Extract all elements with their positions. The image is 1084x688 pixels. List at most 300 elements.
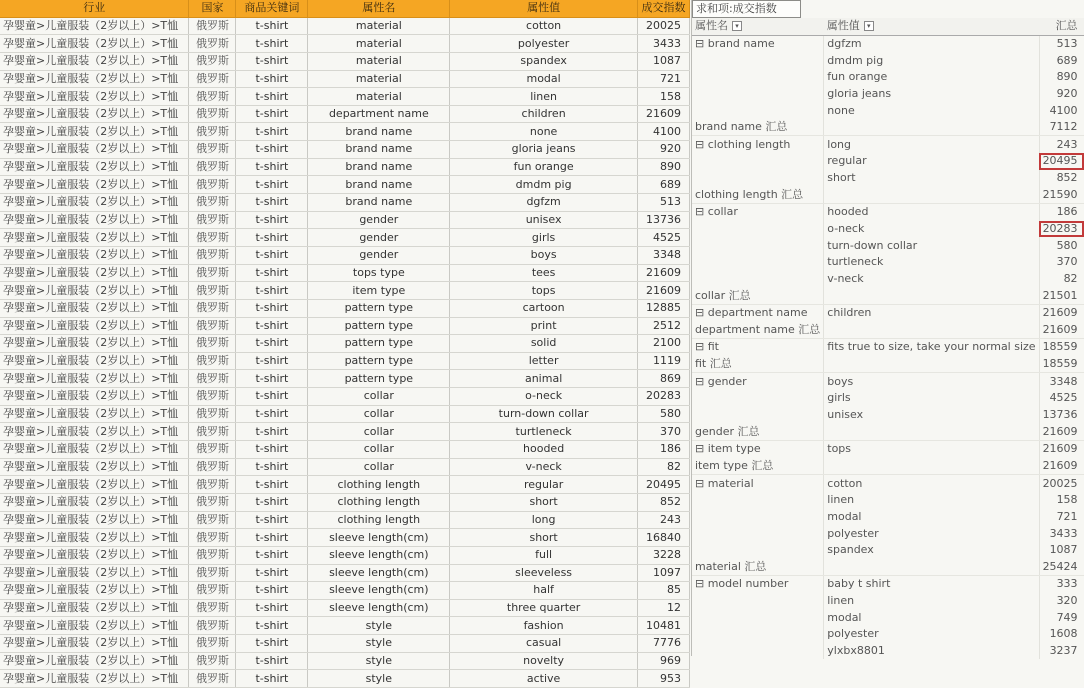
trade-index-cell[interactable]: 689 (637, 176, 689, 194)
industry-cell[interactable]: 孕婴童>儿童服装（2岁以上）>T恤 (0, 564, 189, 582)
country-cell[interactable]: 俄罗斯 (189, 599, 236, 617)
industry-cell[interactable]: 孕婴童>儿童服装（2岁以上）>T恤 (0, 405, 189, 423)
trade-index-cell[interactable]: 920 (637, 141, 689, 159)
attr-value-cell[interactable]: v-neck (450, 458, 638, 476)
attr-name-cell[interactable]: pattern type (308, 352, 450, 370)
pivot-attr-value-cell[interactable]: dgfzm (824, 35, 1039, 52)
industry-cell[interactable]: 孕婴童>儿童服装（2岁以上）>T恤 (0, 529, 189, 547)
trade-index-cell[interactable]: 12 (637, 599, 689, 617)
pivot-attr-name-cell[interactable] (692, 390, 824, 407)
industry-cell[interactable]: 孕婴童>儿童服装（2岁以上）>T恤 (0, 599, 189, 617)
pivot-attr-value-cell[interactable]: spandex (824, 542, 1039, 559)
country-cell[interactable]: 俄罗斯 (189, 652, 236, 670)
country-cell[interactable]: 俄罗斯 (189, 582, 236, 600)
attr-name-cell[interactable]: clothing length (308, 476, 450, 494)
industry-cell[interactable]: 孕婴童>儿童服装（2岁以上）>T恤 (0, 158, 189, 176)
country-cell[interactable]: 俄罗斯 (189, 211, 236, 229)
trade-index-cell[interactable]: 4525 (637, 229, 689, 247)
industry-cell[interactable]: 孕婴童>儿童服装（2岁以上）>T恤 (0, 70, 189, 88)
trade-index-cell[interactable]: 3228 (637, 546, 689, 564)
pivot-value-field-label[interactable]: 求和项:成交指数 (692, 0, 801, 18)
pivot-attr-name-cell[interactable]: ⊟ collar (692, 204, 824, 221)
attr-name-cell[interactable]: collar (308, 388, 450, 406)
keyword-cell[interactable]: t-shirt (236, 211, 308, 229)
country-cell[interactable]: 俄罗斯 (189, 423, 236, 441)
trade-index-cell[interactable]: 513 (637, 194, 689, 212)
pivot-total-cell[interactable]: 513 (1056, 36, 1078, 50)
pivot-total-cell[interactable]: 20025 (1042, 476, 1078, 490)
trade-index-cell[interactable]: 7776 (637, 635, 689, 653)
pivot-total-cell[interactable]: 20283 (1039, 221, 1084, 238)
pivot-attr-name-cell[interactable] (692, 609, 824, 626)
country-cell[interactable]: 俄罗斯 (189, 670, 236, 688)
keyword-cell[interactable]: t-shirt (236, 52, 308, 70)
header-keyword[interactable]: 商品关键词 (236, 0, 308, 17)
trade-index-cell[interactable]: 16840 (637, 529, 689, 547)
attr-value-cell[interactable]: turn-down collar (450, 405, 638, 423)
pivot-total-cell[interactable]: 3433 (1049, 526, 1078, 540)
header-industry[interactable]: 行业 (0, 0, 189, 17)
pivot-attr-name-cell[interactable]: gender 汇总 (692, 423, 824, 440)
pivot-total-cell[interactable]: 21501 (1039, 287, 1084, 304)
pivot-total-cell[interactable]: 7112 (1039, 119, 1084, 136)
pivot-total-cell[interactable]: 1087 (1049, 543, 1078, 557)
pivot-attr-value-cell[interactable]: children (824, 304, 1039, 321)
industry-cell[interactable]: 孕婴童>儿童服装（2岁以上）>T恤 (0, 493, 189, 511)
keyword-cell[interactable]: t-shirt (236, 423, 308, 441)
country-cell[interactable]: 俄罗斯 (189, 317, 236, 335)
attr-name-cell[interactable]: sleeve length(cm) (308, 564, 450, 582)
pivot-attr-name-cell[interactable]: ⊟ item type (692, 441, 824, 458)
pivot-attr-value-cell[interactable]: tops (824, 441, 1039, 458)
industry-cell[interactable]: 孕婴童>儿童服装（2岁以上）>T恤 (0, 582, 189, 600)
pivot-total-cell[interactable]: 890 (1056, 70, 1078, 84)
pivot-attr-name-cell[interactable] (692, 593, 824, 610)
pivot-attr-value-cell[interactable]: cotton (824, 475, 1039, 492)
country-cell[interactable]: 俄罗斯 (189, 617, 236, 635)
attr-name-cell[interactable]: pattern type (308, 370, 450, 388)
attr-name-cell[interactable]: material (308, 70, 450, 88)
attr-value-cell[interactable]: children (450, 105, 638, 123)
industry-cell[interactable]: 孕婴童>儿童服装（2岁以上）>T恤 (0, 264, 189, 282)
header-attr-value[interactable]: 属性值 (450, 0, 638, 17)
pivot-total-cell[interactable]: 20495 (1039, 153, 1084, 170)
attr-value-cell[interactable]: tops (450, 282, 638, 300)
country-cell[interactable]: 俄罗斯 (189, 299, 236, 317)
attr-value-cell[interactable]: fun orange (450, 158, 638, 176)
industry-cell[interactable]: 孕婴童>儿童服装（2岁以上）>T恤 (0, 370, 189, 388)
pivot-total-cell[interactable]: 689 (1056, 53, 1078, 67)
keyword-cell[interactable]: t-shirt (236, 229, 308, 247)
keyword-cell[interactable]: t-shirt (236, 246, 308, 264)
industry-cell[interactable]: 孕婴童>儿童服装（2岁以上）>T恤 (0, 176, 189, 194)
pivot-total-cell[interactable]: 21609 (1039, 423, 1084, 440)
trade-index-cell[interactable]: 13736 (637, 211, 689, 229)
pivot-attr-value-cell[interactable]: none (824, 102, 1039, 119)
trade-index-cell[interactable]: 1087 (637, 52, 689, 70)
trade-index-cell[interactable]: 852 (637, 493, 689, 511)
pivot-attr-name-cell[interactable]: ⊟ fit (692, 339, 824, 356)
keyword-cell[interactable]: t-shirt (236, 158, 308, 176)
keyword-cell[interactable]: t-shirt (236, 493, 308, 511)
pivot-attr-value-cell[interactable] (824, 559, 1039, 576)
pivot-total-cell[interactable]: 21609 (1042, 442, 1078, 456)
trade-index-cell[interactable]: 580 (637, 405, 689, 423)
pivot-attr-value-cell[interactable] (824, 458, 1039, 475)
keyword-cell[interactable]: t-shirt (236, 582, 308, 600)
pivot-total-cell[interactable]: 25424 (1039, 559, 1084, 576)
country-cell[interactable]: 俄罗斯 (189, 458, 236, 476)
attr-value-cell[interactable]: full (450, 546, 638, 564)
industry-cell[interactable]: 孕婴童>儿童服装（2岁以上）>T恤 (0, 635, 189, 653)
keyword-cell[interactable]: t-shirt (236, 352, 308, 370)
pivot-attr-name-cell[interactable]: ⊟ model number (692, 576, 824, 593)
keyword-cell[interactable]: t-shirt (236, 264, 308, 282)
attr-value-cell[interactable]: dgfzm (450, 194, 638, 212)
industry-cell[interactable]: 孕婴童>儿童服装（2岁以上）>T恤 (0, 652, 189, 670)
trade-index-cell[interactable]: 21609 (637, 264, 689, 282)
keyword-cell[interactable]: t-shirt (236, 299, 308, 317)
keyword-cell[interactable]: t-shirt (236, 70, 308, 88)
pivot-attr-name-cell[interactable]: fit 汇总 (692, 356, 824, 373)
attr-value-cell[interactable]: modal (450, 70, 638, 88)
keyword-cell[interactable]: t-shirt (236, 17, 308, 35)
attr-name-cell[interactable]: style (308, 617, 450, 635)
attr-name-cell[interactable]: department name (308, 105, 450, 123)
attr-value-cell[interactable]: none (450, 123, 638, 141)
attr-name-cell[interactable]: gender (308, 211, 450, 229)
trade-index-cell[interactable]: 158 (637, 88, 689, 106)
pivot-attr-name-cell[interactable]: ⊟ brand name (692, 35, 824, 52)
trade-index-cell[interactable]: 21609 (637, 105, 689, 123)
industry-cell[interactable]: 孕婴童>儿童服装（2岁以上）>T恤 (0, 423, 189, 441)
keyword-cell[interactable]: t-shirt (236, 546, 308, 564)
attr-name-cell[interactable]: material (308, 52, 450, 70)
keyword-cell[interactable]: t-shirt (236, 282, 308, 300)
keyword-cell[interactable]: t-shirt (236, 476, 308, 494)
attr-value-cell[interactable]: print (450, 317, 638, 335)
keyword-cell[interactable]: t-shirt (236, 388, 308, 406)
trade-index-cell[interactable]: 12885 (637, 299, 689, 317)
industry-cell[interactable]: 孕婴童>儿童服装（2岁以上）>T恤 (0, 35, 189, 53)
pivot-attr-name-cell[interactable] (692, 542, 824, 559)
trade-index-cell[interactable]: 20283 (637, 388, 689, 406)
pivot-attr-value-cell[interactable] (824, 119, 1039, 136)
attr-value-cell[interactable]: three quarter (450, 599, 638, 617)
pivot-attr-value-cell[interactable]: turtleneck (824, 254, 1039, 271)
pivot-total-cell[interactable]: 21609 (1039, 322, 1084, 339)
pivot-total-cell[interactable]: 749 (1056, 610, 1078, 624)
pivot-total-cell[interactable]: 3348 (1049, 374, 1078, 388)
country-cell[interactable]: 俄罗斯 (189, 441, 236, 459)
keyword-cell[interactable]: t-shirt (236, 123, 308, 141)
pivot-total-cell[interactable]: 186 (1056, 205, 1078, 219)
trade-index-cell[interactable]: 370 (637, 423, 689, 441)
industry-cell[interactable]: 孕婴童>儿童服装（2岁以上）>T恤 (0, 299, 189, 317)
attr-name-cell[interactable]: collar (308, 423, 450, 441)
trade-index-cell[interactable]: 3433 (637, 35, 689, 53)
country-cell[interactable]: 俄罗斯 (189, 229, 236, 247)
attr-value-cell[interactable]: girls (450, 229, 638, 247)
pivot-attr-name-cell[interactable]: clothing length 汇总 (692, 186, 824, 203)
pivot-total-cell[interactable]: 82 (1063, 271, 1078, 285)
keyword-cell[interactable]: t-shirt (236, 652, 308, 670)
trade-index-cell[interactable]: 10481 (637, 617, 689, 635)
pivot-attr-name-cell[interactable]: department name 汇总 (692, 322, 824, 339)
trade-index-cell[interactable]: 20025 (637, 17, 689, 35)
attr-name-cell[interactable]: pattern type (308, 335, 450, 353)
attr-value-cell[interactable]: long (450, 511, 638, 529)
country-cell[interactable]: 俄罗斯 (189, 352, 236, 370)
pivot-total-cell[interactable]: 243 (1056, 137, 1078, 151)
pivot-attr-value-cell[interactable]: short (824, 170, 1039, 187)
pivot-attr-name-cell[interactable]: ⊟ department name (692, 304, 824, 321)
attr-value-cell[interactable]: cartoon (450, 299, 638, 317)
attr-value-cell[interactable]: dmdm pig (450, 176, 638, 194)
industry-cell[interactable]: 孕婴童>儿童服装（2岁以上）>T恤 (0, 141, 189, 159)
keyword-cell[interactable]: t-shirt (236, 88, 308, 106)
attr-name-cell[interactable]: style (308, 670, 450, 688)
attr-name-cell[interactable]: style (308, 635, 450, 653)
pivot-attr-value-cell[interactable]: dmdm pig (824, 52, 1039, 69)
pivot-attr-value-cell[interactable]: girls (824, 390, 1039, 407)
country-cell[interactable]: 俄罗斯 (189, 194, 236, 212)
pivot-attr-name-cell[interactable]: ⊟ material (692, 475, 824, 492)
pivot-attr-name-cell[interactable]: brand name 汇总 (692, 119, 824, 136)
pivot-total-cell[interactable]: 158 (1056, 493, 1078, 507)
attr-value-cell[interactable]: o-neck (450, 388, 638, 406)
attr-value-cell[interactable]: active (450, 670, 638, 688)
attr-name-cell[interactable]: sleeve length(cm) (308, 582, 450, 600)
country-cell[interactable]: 俄罗斯 (189, 141, 236, 159)
attr-value-cell[interactable]: animal (450, 370, 638, 388)
keyword-cell[interactable]: t-shirt (236, 335, 308, 353)
attr-value-cell[interactable]: hooded (450, 441, 638, 459)
pivot-total-cell[interactable]: 920 (1056, 86, 1078, 100)
industry-cell[interactable]: 孕婴童>儿童服装（2岁以上）>T恤 (0, 88, 189, 106)
pivot-attr-value-cell[interactable]: long (824, 136, 1039, 153)
pivot-total-cell[interactable]: 21609 (1042, 306, 1078, 320)
pivot-total-cell[interactable]: 320 (1056, 594, 1078, 608)
pivot-attr-name-cell[interactable] (692, 626, 824, 643)
keyword-cell[interactable]: t-shirt (236, 105, 308, 123)
pivot-attr-value-cell[interactable]: fun orange (824, 69, 1039, 86)
pivot-attr-value-cell[interactable]: o-neck (824, 221, 1039, 238)
industry-cell[interactable]: 孕婴童>儿童服装（2岁以上）>T恤 (0, 670, 189, 688)
country-cell[interactable]: 俄罗斯 (189, 370, 236, 388)
pivot-total-cell[interactable]: 21609 (1039, 458, 1084, 475)
country-cell[interactable]: 俄罗斯 (189, 264, 236, 282)
industry-cell[interactable]: 孕婴童>儿童服装（2岁以上）>T恤 (0, 123, 189, 141)
attr-value-cell[interactable]: short (450, 493, 638, 511)
trade-index-cell[interactable]: 186 (637, 441, 689, 459)
attr-value-cell[interactable]: tees (450, 264, 638, 282)
country-cell[interactable]: 俄罗斯 (189, 246, 236, 264)
trade-index-cell[interactable]: 1097 (637, 564, 689, 582)
pivot-attr-name-cell[interactable] (692, 102, 824, 119)
header-attr-name[interactable]: 属性名 (308, 0, 450, 17)
trade-index-cell[interactable]: 4100 (637, 123, 689, 141)
pivot-attr-value-cell[interactable]: ylxbx8801 (824, 643, 1039, 660)
industry-cell[interactable]: 孕婴童>儿童服装（2岁以上）>T恤 (0, 335, 189, 353)
keyword-cell[interactable]: t-shirt (236, 511, 308, 529)
attr-name-cell[interactable]: style (308, 652, 450, 670)
pivot-attr-name-cell[interactable]: collar 汇总 (692, 287, 824, 304)
attr-value-cell[interactable]: cotton (450, 17, 638, 35)
country-cell[interactable]: 俄罗斯 (189, 529, 236, 547)
attr-value-cell[interactable]: unisex (450, 211, 638, 229)
trade-index-cell[interactable]: 82 (637, 458, 689, 476)
attr-name-cell[interactable]: gender (308, 246, 450, 264)
trade-index-cell[interactable]: 243 (637, 511, 689, 529)
country-cell[interactable]: 俄罗斯 (189, 52, 236, 70)
filter-dropdown-icon[interactable]: ▾ (732, 21, 742, 31)
pivot-total-cell[interactable]: 18559 (1042, 340, 1078, 354)
pivot-total-cell[interactable]: 4100 (1049, 103, 1078, 117)
pivot-attr-name-cell[interactable] (692, 52, 824, 69)
country-cell[interactable]: 俄罗斯 (189, 282, 236, 300)
pivot-attr-value-cell[interactable]: regular (824, 153, 1039, 170)
pivot-attr-name-cell[interactable]: item type 汇总 (692, 458, 824, 475)
pivot-attr-value-cell[interactable]: fits true to size, take your normal size (824, 339, 1039, 356)
keyword-cell[interactable]: t-shirt (236, 635, 308, 653)
industry-cell[interactable]: 孕婴童>儿童服装（2岁以上）>T恤 (0, 194, 189, 212)
country-cell[interactable]: 俄罗斯 (189, 88, 236, 106)
industry-cell[interactable]: 孕婴童>儿童服装（2岁以上）>T恤 (0, 52, 189, 70)
pivot-total-cell[interactable]: 21590 (1039, 186, 1084, 203)
header-country[interactable]: 国家 (189, 0, 236, 17)
trade-index-cell[interactable]: 21609 (637, 282, 689, 300)
pivot-header-attr-value[interactable]: 属性值 ▾ (824, 18, 1039, 35)
attr-value-cell[interactable]: novelty (450, 652, 638, 670)
pivot-attr-value-cell[interactable] (824, 356, 1039, 373)
attr-name-cell[interactable]: pattern type (308, 299, 450, 317)
header-trade-index[interactable]: 成交指数 (637, 0, 689, 17)
pivot-attr-name-cell[interactable] (692, 492, 824, 509)
attr-value-cell[interactable]: fashion (450, 617, 638, 635)
keyword-cell[interactable]: t-shirt (236, 176, 308, 194)
pivot-total-cell[interactable]: 4525 (1049, 391, 1078, 405)
attr-value-cell[interactable]: casual (450, 635, 638, 653)
industry-cell[interactable]: 孕婴童>儿童服装（2岁以上）>T恤 (0, 317, 189, 335)
attr-name-cell[interactable]: gender (308, 229, 450, 247)
attr-name-cell[interactable]: brand name (308, 176, 450, 194)
attr-value-cell[interactable]: boys (450, 246, 638, 264)
attr-name-cell[interactable]: item type (308, 282, 450, 300)
industry-cell[interactable]: 孕婴童>儿童服装（2岁以上）>T恤 (0, 17, 189, 35)
pivot-attr-value-cell[interactable]: baby t shirt (824, 576, 1039, 593)
pivot-attr-value-cell[interactable] (824, 322, 1039, 339)
attr-name-cell[interactable]: tops type (308, 264, 450, 282)
industry-cell[interactable]: 孕婴童>儿童服装（2岁以上）>T恤 (0, 617, 189, 635)
trade-index-cell[interactable]: 2100 (637, 335, 689, 353)
pivot-attr-name-cell[interactable] (692, 170, 824, 187)
pivot-attr-value-cell[interactable]: hooded (824, 204, 1039, 221)
country-cell[interactable]: 俄罗斯 (189, 105, 236, 123)
keyword-cell[interactable]: t-shirt (236, 599, 308, 617)
pivot-attr-name-cell[interactable] (692, 509, 824, 526)
industry-cell[interactable]: 孕婴童>儿童服装（2岁以上）>T恤 (0, 388, 189, 406)
industry-cell[interactable]: 孕婴童>儿童服装（2岁以上）>T恤 (0, 211, 189, 229)
pivot-attr-name-cell[interactable] (692, 69, 824, 86)
trade-index-cell[interactable]: 85 (637, 582, 689, 600)
industry-cell[interactable]: 孕婴童>儿童服装（2岁以上）>T恤 (0, 246, 189, 264)
pivot-attr-value-cell[interactable] (824, 186, 1039, 203)
attr-name-cell[interactable]: brand name (308, 194, 450, 212)
trade-index-cell[interactable]: 953 (637, 670, 689, 688)
keyword-cell[interactable]: t-shirt (236, 617, 308, 635)
industry-cell[interactable]: 孕婴童>儿童服装（2岁以上）>T恤 (0, 458, 189, 476)
pivot-attr-name-cell[interactable] (692, 643, 824, 660)
keyword-cell[interactable]: t-shirt (236, 670, 308, 688)
keyword-cell[interactable]: t-shirt (236, 35, 308, 53)
pivot-attr-value-cell[interactable] (824, 287, 1039, 304)
attr-value-cell[interactable]: solid (450, 335, 638, 353)
attr-name-cell[interactable]: clothing length (308, 511, 450, 529)
trade-index-cell[interactable]: 1119 (637, 352, 689, 370)
country-cell[interactable]: 俄罗斯 (189, 335, 236, 353)
industry-cell[interactable]: 孕婴童>儿童服装（2岁以上）>T恤 (0, 476, 189, 494)
pivot-attr-name-cell[interactable] (692, 221, 824, 238)
attr-name-cell[interactable]: brand name (308, 123, 450, 141)
industry-cell[interactable]: 孕婴童>儿童服装（2岁以上）>T恤 (0, 352, 189, 370)
industry-cell[interactable]: 孕婴童>儿童服装（2岁以上）>T恤 (0, 441, 189, 459)
attr-name-cell[interactable]: sleeve length(cm) (308, 529, 450, 547)
pivot-attr-name-cell[interactable] (692, 237, 824, 254)
attr-name-cell[interactable]: sleeve length(cm) (308, 599, 450, 617)
pivot-header-attr-name[interactable]: 属性名 ▾ (692, 18, 824, 35)
pivot-total-cell[interactable]: 580 (1056, 238, 1078, 252)
pivot-total-cell[interactable]: 721 (1056, 509, 1078, 523)
country-cell[interactable]: 俄罗斯 (189, 546, 236, 564)
pivot-attr-name-cell[interactable] (692, 86, 824, 103)
trade-index-cell[interactable]: 3348 (637, 246, 689, 264)
pivot-attr-value-cell[interactable] (824, 423, 1039, 440)
attr-name-cell[interactable]: collar (308, 405, 450, 423)
attr-value-cell[interactable]: polyester (450, 35, 638, 53)
country-cell[interactable]: 俄罗斯 (189, 564, 236, 582)
country-cell[interactable]: 俄罗斯 (189, 493, 236, 511)
trade-index-cell[interactable]: 869 (637, 370, 689, 388)
pivot-attr-value-cell[interactable]: turn-down collar (824, 237, 1039, 254)
pivot-attr-value-cell[interactable]: polyester (824, 626, 1039, 643)
keyword-cell[interactable]: t-shirt (236, 194, 308, 212)
country-cell[interactable]: 俄罗斯 (189, 511, 236, 529)
country-cell[interactable]: 俄罗斯 (189, 158, 236, 176)
pivot-total-cell[interactable]: 13736 (1042, 408, 1078, 422)
keyword-cell[interactable]: t-shirt (236, 317, 308, 335)
attr-name-cell[interactable]: brand name (308, 158, 450, 176)
pivot-total-cell[interactable]: 3237 (1049, 644, 1078, 658)
pivot-attr-name-cell[interactable] (692, 407, 824, 424)
pivot-total-cell[interactable]: 1608 (1049, 627, 1078, 641)
attr-value-cell[interactable]: regular (450, 476, 638, 494)
attr-name-cell[interactable]: sleeve length(cm) (308, 546, 450, 564)
trade-index-cell[interactable]: 969 (637, 652, 689, 670)
pivot-total-cell[interactable]: 333 (1056, 577, 1078, 591)
country-cell[interactable]: 俄罗斯 (189, 17, 236, 35)
attr-value-cell[interactable]: letter (450, 352, 638, 370)
keyword-cell[interactable]: t-shirt (236, 370, 308, 388)
country-cell[interactable]: 俄罗斯 (189, 476, 236, 494)
pivot-attr-value-cell[interactable]: polyester (824, 525, 1039, 542)
industry-cell[interactable]: 孕婴童>儿童服装（2岁以上）>T恤 (0, 229, 189, 247)
attr-name-cell[interactable]: collar (308, 458, 450, 476)
country-cell[interactable]: 俄罗斯 (189, 123, 236, 141)
industry-cell[interactable]: 孕婴童>儿童服装（2岁以上）>T恤 (0, 546, 189, 564)
pivot-attr-value-cell[interactable]: linen (824, 593, 1039, 610)
pivot-total-cell[interactable]: 852 (1056, 171, 1078, 185)
